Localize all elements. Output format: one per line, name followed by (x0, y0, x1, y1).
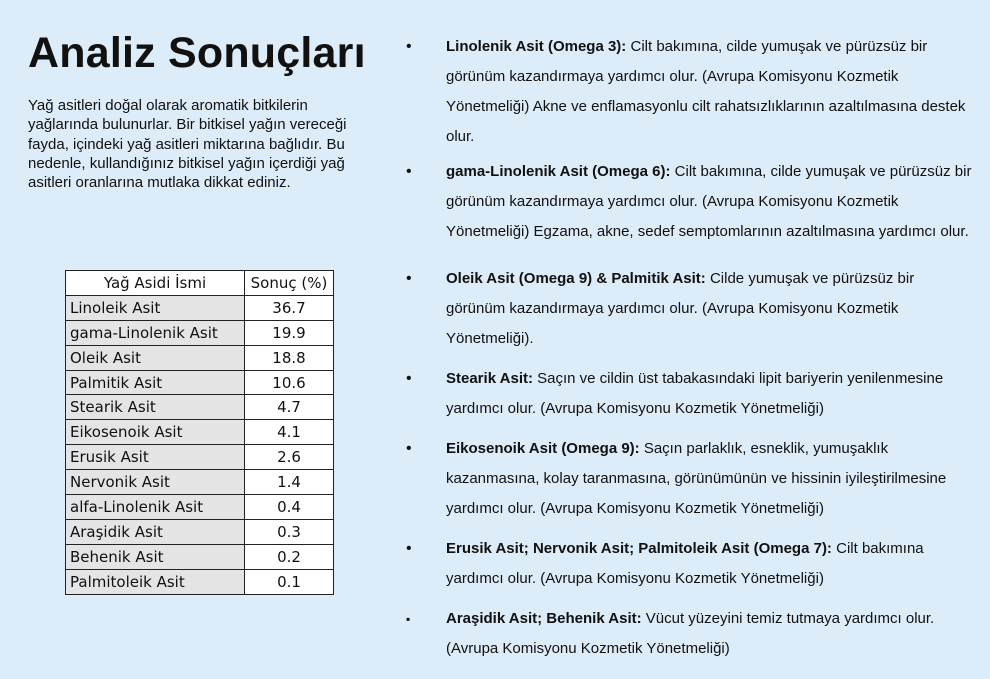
acid-name: Araşidik Asit (66, 519, 245, 544)
acid-name: Stearik Asit (66, 395, 245, 420)
acid-value: 4.7 (245, 395, 334, 420)
list-item (406, 32, 976, 152)
table-row (66, 420, 334, 445)
table-row (66, 320, 334, 345)
acid-value: 18.8 (245, 345, 334, 370)
acid-name: Linoleik Asit (66, 295, 245, 320)
list-item-heading: Araşidik Asit; Behenik Asit: (446, 610, 642, 627)
acid-name: Palmitik Asit (66, 370, 245, 395)
table-row (66, 295, 334, 320)
list-item-body: Vücut yüzeyini temiz tutmaya yardımcı olur. (Avrupa Komisyonu Kozmetik Yönetmeliği) (446, 610, 935, 657)
bullet-icon: • (406, 440, 412, 457)
list-item-text (446, 604, 976, 664)
bullet-icon: • (406, 270, 412, 287)
table-row (66, 519, 334, 544)
square-bullet-icon: ▪ (406, 612, 411, 626)
list-item-body: Cilde yumuşak ve pürüzsüz bir görünüm kazandırmaya yardımcı olur. (Avrupa Komisyonu Kozmetik Yönetmeliği). (446, 270, 915, 347)
acid-value: 2.6 (245, 445, 334, 470)
table-row (66, 544, 334, 569)
acid-value: 36.7 (245, 295, 334, 320)
table-row (66, 370, 334, 395)
acid-value: 0.2 (245, 544, 334, 569)
list-item-heading: Linolenik Asit (Omega 3): (446, 38, 627, 55)
table-header-row (66, 271, 334, 296)
acid-name: gama-Linolenik Asit (66, 320, 245, 345)
list-item (406, 434, 976, 524)
bullet-icon: • (406, 38, 412, 55)
acid-value: 19.9 (245, 320, 334, 345)
list-item-body: Cilt bakımına yardımcı olur. (Avrupa Komisyonu Kozmetik Yönetmeliği) (446, 540, 924, 587)
list-item-text (446, 264, 976, 354)
list-item (406, 534, 976, 594)
list-item-body: Cilt bakımına, cilde yumuşak ve pürüzsüz bir görünüm kazandırmaya yardımcı olur. (Avrupa Komisyonu Kozmetik Yönetmeliği) Egzama, akne, sedef semptomlarının azaltılmasına yardımcı olur. (446, 163, 972, 240)
intro-paragraph: Yağ asitleri doğal olarak aromatik bitkilerin yağlarında bulunurlar. Bir bitkisel yağın vereceği fayda, içindeki yağ asitleri miktarına bağlıdır. Bu nedenle, kullandığınız bitkisel yağın içerdiği yağ asitleri oranlarına mutlaka dikkat ediniz. (28, 97, 347, 192)
table-row (66, 495, 334, 520)
list-item-text (446, 32, 976, 152)
list-item-heading: Oleik Asit (Omega 9) & Palmitik Asit: (446, 270, 706, 287)
bullet-icon: • (406, 370, 412, 387)
list-item-body: Saçın ve cildin üst tabakasındaki lipit bariyerin yenilenmesine yardımcı olur. (Avrupa Komisyonu Kozmetik Yönetmeliği) (446, 370, 944, 417)
table-row (66, 395, 334, 420)
acid-name: Erusik Asit (66, 445, 245, 470)
list-item-body: Cilt bakımına, cilde yumuşak ve pürüzsüz bir görünüm kazandırmaya yardımcı olur. (Avrupa Komisyonu Kozmetik Yönetmeliği) Akne ve enflamasyonlu cilt rahatsızlıklarının azaltılmasına destek olur. (446, 38, 966, 145)
list-item (406, 604, 976, 664)
list-item-text (446, 434, 976, 524)
acid-value: 0.4 (245, 495, 334, 520)
acid-value: 1.4 (245, 470, 334, 495)
list-item-body: Saçın parlaklık, esneklik, yumuşaklık kazanmasına, kolay taranmasına, görünümünün ve hissinin iyileştirilmesine yardımcı olur. (Avrupa Komisyonu Kozmetik Yönetmeliği) (446, 440, 947, 517)
list-item-text (446, 364, 976, 424)
table-row (66, 345, 334, 370)
fatty-acid-table (65, 270, 334, 595)
table-row (66, 470, 334, 495)
list-item (406, 264, 976, 354)
acid-value: 0.1 (245, 569, 334, 594)
table-row (66, 445, 334, 470)
list-item (406, 157, 976, 247)
list-item-heading: Eikosenoik Asit (Omega 9): (446, 440, 640, 457)
column-header-name: Yağ Asidi İsmi (66, 271, 245, 296)
list-item-heading: gama-Linolenik Asit (Omega 6): (446, 163, 671, 180)
list-item-heading: Stearik Asit: (446, 370, 533, 387)
acid-name: Nervonik Asit (66, 470, 245, 495)
bullet-icon: • (406, 540, 412, 557)
acid-value: 0.3 (245, 519, 334, 544)
acid-name: Behenik Asit (66, 544, 245, 569)
list-item-heading: Erusik Asit; Nervonik Asit; Palmitoleik Asit (Omega 7): (446, 540, 832, 557)
page-title: Analiz Sonuçları (28, 29, 366, 77)
acid-name: Oleik Asit (66, 345, 245, 370)
acid-name: Eikosenoik Asit (66, 420, 245, 445)
bullet-icon: • (406, 163, 412, 180)
acid-name: alfa-Linolenik Asit (66, 495, 245, 520)
list-item (406, 364, 976, 424)
list-item-text (446, 534, 976, 594)
table-row (66, 569, 334, 594)
list-item-text (446, 157, 976, 247)
acid-name: Palmitoleik Asit (66, 569, 245, 594)
acid-value: 4.1 (245, 420, 334, 445)
column-header-result: Sonuç (%) (245, 271, 334, 296)
acid-value: 10.6 (245, 370, 334, 395)
